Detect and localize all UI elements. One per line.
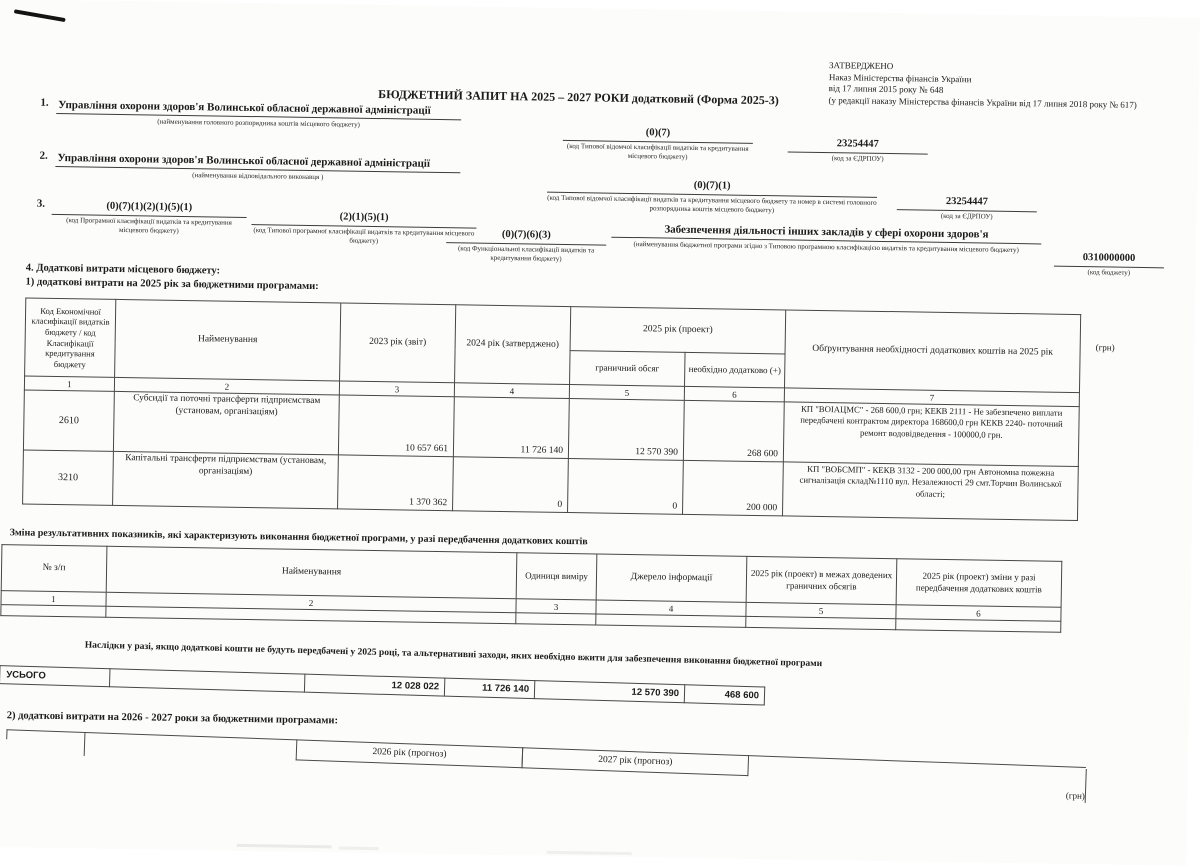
t1-header-2023: 2023 рік (звіт)	[340, 303, 456, 383]
t2-colnum: 3	[516, 599, 596, 614]
results-section-title: Зміна результативних показників, які характеризують виконання бюджетної програми, у разі передбачення додаткових коштів	[9, 527, 588, 548]
item1-edrpou-caption: (код за ЄДРПОУ)	[831, 154, 884, 164]
t1-header-2024: 2024 рік (затверджено)	[455, 305, 571, 385]
totals-row	[0, 665, 765, 705]
item2-org-name: Управління охорони здоров'я Волинської обласної державної адміністрації	[55, 152, 460, 174]
item2-number: 2.	[39, 149, 48, 162]
forecast-2026-header: 2026 рік (прогноз)	[296, 739, 524, 768]
t1-header-limit: граничний обсяг	[570, 351, 686, 387]
t1-header-name: Найменування	[115, 299, 341, 381]
t1-colnum: 3	[339, 381, 454, 397]
t1-row0-limit: 12 570 390	[568, 399, 684, 461]
t1-row0-code: 2610	[23, 390, 114, 451]
t2-header-2025-limit: 2025 рік (проект) в межах доведених граничних обсягів	[746, 556, 897, 604]
item1-org-caption: (найменування головного розпорядника коштів місцевого бюджету)	[157, 117, 361, 129]
section-2026-heading: 2) додаткові витрати на 2026 - 2027 роки за бюджетними програмами:	[6, 710, 339, 727]
currency-note-table1: (грн)	[1095, 342, 1115, 353]
section4-line2: 1) додаткові витрати на 2025 рік за бюджетними програмами:	[25, 276, 319, 293]
t1-row1-2024: 0	[453, 457, 569, 513]
t2-colnum: 2	[106, 592, 516, 612]
item3-number: 3.	[36, 197, 46, 210]
t2-header-unit: Одиниця виміру	[516, 553, 597, 600]
item1-number: 1.	[40, 96, 49, 109]
consequences-note: Наслідки у разі, якщо додаткові кошти не будуть передбачені у 2025 році, та альтернативні заходи, яких необхідно вжити для забезпечення виконання бюджетної програми	[84, 640, 823, 670]
totals-2023: 12 028 022	[304, 674, 444, 696]
approved-line: (у редакції наказу Міністерства фінансів України від 17 липня 2018 року № 617)	[828, 95, 1137, 110]
t1-colnum: 4	[454, 383, 569, 399]
item3-program-name-field	[611, 223, 1041, 256]
item3-functional-code-caption: (код Функціональної класифікації видатків та кредитування бюджету)	[457, 244, 595, 264]
t1-colnum: 2	[114, 377, 339, 395]
t1-colnum: 1	[24, 376, 114, 391]
item2-edrpou: 23254447	[897, 195, 1037, 212]
item3-budget-code-field	[1054, 252, 1164, 279]
t1-row0-extra: 268 600	[683, 400, 784, 462]
item1-code-caption: (код Типової відомчої класифікації видатків та кредитування місцевого бюджету)	[566, 142, 749, 162]
approved-line: ЗАТВЕРДЖЕНО	[828, 60, 894, 72]
t2-header-2025-changes: 2025 рік (проект) зміни у разі передбачення додаткових коштів	[896, 559, 1062, 608]
t1-colnum: 6	[684, 386, 784, 402]
item1-code: (0)(7)	[563, 126, 753, 144]
item1-org-name-field	[56, 99, 461, 131]
t2-header-num: № з/п	[1, 545, 107, 593]
forecast-table-fragment	[4, 729, 1116, 838]
item2-edrpou-caption: (код за ЄДРПОУ)	[940, 211, 993, 221]
scan-artifact	[339, 846, 379, 850]
item3-program-code-field	[51, 200, 247, 237]
t1-row1-justification: КП "ВОБСМП" - КЕКВ 3132 - 200 000,00 грн Автономна пожежна сигналізація склад№1110 вул. Незалежності 29 смт.Торчин Волинської області;	[783, 462, 1079, 521]
fragment-left-tick	[6, 729, 7, 739]
item3-typical-code: (2)(1)(5)(1)	[251, 210, 476, 228]
item1-edrpou: 23254447	[788, 137, 928, 154]
approved-stamp-block	[828, 60, 1195, 112]
forecast-2027-header: 2027 рік (прогноз)	[521, 747, 749, 776]
totals-empty-cell	[109, 669, 304, 692]
t1-header-2025-group: 2025 рік (проект)	[570, 307, 786, 354]
item3-program-name: Забезпечення діяльності інших закладів у сфері охорони здоров'я	[611, 223, 1041, 245]
t1-header-extra: необхідно додатково (+)	[685, 352, 786, 388]
item3-budget-code: 0310000000	[1054, 252, 1164, 268]
item1-edrpou-field	[788, 137, 928, 164]
form-title: БЮДЖЕТНИЙ ЗАПИТ НА 2025 – 2027 РОКИ додатковий (Форма 2025-3)	[378, 87, 779, 108]
t1-header-code: Код Економічної класифікації видатків бюджету / код Класифікації кредитування бюджету	[25, 298, 116, 377]
totals-2025-extra: 468 600	[684, 685, 764, 705]
t1-row1-limit: 0	[568, 459, 684, 515]
item2-code-field	[547, 178, 877, 217]
result-indicators-table	[0, 544, 1062, 633]
t2-colnum: 4	[596, 600, 746, 616]
section4-line1: 4. Додаткові витрати місцевого бюджету:	[25, 262, 221, 277]
item3-budget-code-caption: (код бюджету)	[1087, 268, 1131, 277]
scan-artifact	[547, 851, 632, 855]
t2-header-source: Джерело інформації	[596, 554, 747, 602]
section4-heading	[25, 261, 319, 294]
t1-row0-2024: 11 726 140	[453, 397, 569, 459]
t1-row1-extra: 200 000	[682, 460, 783, 516]
approved-line: Наказ Міністерства фінансів України	[828, 71, 972, 85]
t1-row1-name: Капітальні трансферти підприємствам (установам, організаціям)	[113, 451, 339, 509]
t2-header-name: Найменування	[106, 546, 517, 598]
fragment-divider-tick	[84, 732, 86, 756]
item3-functional-code-field	[446, 228, 607, 265]
t1-colnum: 5	[569, 385, 684, 401]
item3-functional-code: (0)(7)(6)(3)	[446, 228, 606, 245]
t2-colnum: 1	[1, 591, 106, 607]
item1-code-field	[563, 126, 754, 163]
item3-typical-code-field	[251, 210, 477, 248]
item2-org-name-field	[55, 152, 460, 184]
item2-code-caption: (код Типової відомчої класифікації видатків та кредитування місцевого бюджету та номер в системі головного розпорядника коштів місцевого бюджету)	[547, 193, 877, 215]
item3-typical-code-caption: (код Типової програмної класифікації видатків та кредитування місцевого бюджету)	[253, 226, 475, 246]
totals-label: УСЬОГО	[0, 666, 110, 687]
t2-colnum: 5	[746, 602, 896, 618]
item3-program-code-caption: (код Програмної класифікації видатків та кредитування місцевого бюджету)	[66, 216, 232, 236]
currency-note-bottom: (грн)	[1065, 790, 1086, 801]
item2-edrpou-field	[897, 195, 1037, 222]
fragment-right-tick	[1085, 769, 1087, 803]
item2-org-caption: (найменування відповідального виконавця )	[192, 170, 324, 181]
t1-colnum: 7	[784, 388, 1079, 407]
t1-row0-name: Субсидії та поточні трансферти підприємствам (установам, організаціям)	[113, 391, 339, 455]
t1-row1-2023: 1 370 362	[338, 455, 454, 511]
t1-row1-code: 3210	[23, 450, 114, 505]
pen-stroke-mark	[14, 9, 66, 22]
t1-row0-justification: КП "ВОІАЦМС" - 268 600,0 грн; КЕКВ 2111 - Не забезпечено виплати передбачені контрактом директора 168600,0 грн КЕКВ 2240- поточний ремонт водовідведення - 100000,0 грн.	[783, 402, 1079, 467]
item2-code: (0)(7)(1)	[547, 178, 877, 198]
additional-expenses-2025-table	[22, 297, 1081, 521]
t1-row0-2023: 10 657 661	[338, 395, 454, 457]
totals-2025-limit: 12 570 390	[534, 681, 684, 703]
item1-org-name: Управління охорони здоров'я Волинської обласної державної адміністрації	[56, 99, 461, 121]
item3-program-name-caption: (найменування бюджетної програми згідно з Типовою програмною класифікацією видатків та кредитування місцевого бюджету)	[633, 239, 1019, 254]
item3-program-code: (0)(7)(1)(2)(1)(5)(1)	[52, 200, 247, 218]
approved-line: від 17 липня 2015 року № 648	[828, 83, 944, 96]
t1-header-justification: Обґрунтування необхідності додаткових коштів на 2025 рік	[785, 310, 1081, 393]
totals-2024: 11 726 140	[444, 678, 534, 699]
t2-colnum: 6	[896, 605, 1061, 622]
